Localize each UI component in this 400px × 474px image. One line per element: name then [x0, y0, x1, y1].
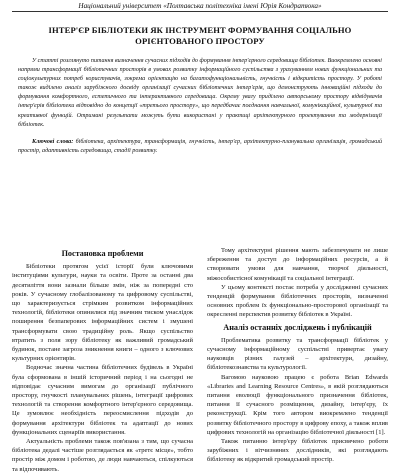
body-paragraph: Водночас значна частина бібліотечних будівель в Україні була сформована в іншій історичний період і на сьогодні не відповідає сучасним вимогам до організації публічного простору, гнучкості планувальних рішень, інтеграції цифрових технологій та створення комфортного інтер'єрного середовища. Це зумовлює необхідність переосмислення підходів до формування архітектури бібліотек та адаптації до нових функціональних сценаріїв використання. [12, 364, 193, 436]
header-rule [12, 11, 388, 12]
keywords-label: Ключові слова: [32, 138, 74, 145]
body-paragraph: У цьому контексті постає потреба у дослідженні сучасних тенденцій формування бібліотечних просторів, визначенні основних проблем їх функціонально-просторової організації та окресленні перспектив розвитку бібліотек в Україні. [207, 283, 388, 319]
left-column [12, 246, 193, 473]
paper-title: ІНТЕР'ЄР БІБЛІОТЕКИ ЯК ІНСТРУМЕНТ ФОРМУВАННЯ СОЦІАЛЬНО ОРІЄНТОВАНОГО ПРОСТОРУ [48, 25, 352, 46]
keywords-text: бібліотека, архітектура, трансформація, гнучкість, інтер'єр, архітектурно-планувальна організація, громадський простір, адаптивність середовища, стадії розвитку. [18, 138, 382, 154]
section-title-problem: Постановка проблеми [61, 249, 144, 258]
running-header: Національний університет «Полтавська політехніка імені Юрія Кондратюка» [78, 2, 322, 10]
body-paragraph: Актуальність проблеми також пов'язана з тим, що сучасна бібліотека дедалі частіше розглядається як «третє місце», тобто простір між домом і роботою, де люди навчаються, спілкуються та відпочивають. [12, 438, 193, 473]
body-columns [12, 246, 388, 473]
section-title-review: Аналіз останніх досліджень і публікацій [223, 322, 372, 332]
body-paragraph: Вагомою науковою працею є робота Brian Edwards «Libraries and Learning Resource Centres», в якій розглядаються питання еволюції функціонального призначення бібліотек, питання її сучасного розміщення, дизайну, інтер'єру, їх реконструкції. Крім того автором виокремлено тенденції розвитку бібліотечного простору в цифрову епоху, а також вплив цифрових технологій на організацію бібліотечної діяльності [1]. [207, 373, 388, 436]
body-paragraph: Також питанню інтер'єру бібліотек присвячено роботи зарубіжних і вітчизняних дослідників, які розглядають бібліотеку як відкритий громадський простір. [207, 438, 388, 464]
right-column [207, 246, 388, 464]
body-paragraph: Проблематика розвитку та трансформації бібліотек у сучасному інформаційному суспільстві привертає увагу науковців різних галузей – архітектури, дизайну, бібліотекознавства та культурології. [207, 336, 388, 372]
abstract: У статті розглянуто питання визначення сучасних підходів до формування інтер'єрного середовища бібліотек. Виокремлено основні напрями трансформації бібліотечних просторів в умовах розвитку інформаційного суспільства з урахуванням нових функціональних та соціокультурних потреб користувачів, зокрема орієнтацію на багатофункціональність, гнучкість і відкритість простору. У роботі також виділено аналіз зарубіжного досвіду організації сучасних бібліотечних інтер'єрів, що демонструють інноваційні підходи до формування комфортного, естетичного та інтерактивного середовища. Окрему увагу приділено авторському простору відвідувачів інтер'єрів бібліотеки відповідно до концепції «третього простору», що передбачає поєднання навчальної, комунікаційної, культурної та креативної функцій. Отримані результати можуть бути використані у практиці архітектурного проектування та модернізації бібліотек. [18, 58, 382, 128]
body-paragraph: Бібліотеки протягом усієї історії були ключовими інституціями культури, науки та освіти. Проте за останні два десятиліття вони зазнали більше змін, ніж за попередні сто років. У сучасному глобалізованому та цифровому суспільстві, що характеризується стрімким розвитком інформаційних технологій, бібліотеки опинилися під значним тиском унаслідок поширення безпаперових інформаційних систем і змушені трансформувати свою традиційну роль. Якщо суспільство втратить з поля зору бібліотеку як важливий громадський будинок, постане загроза зникнення книги – одного з ключових культурних орієнтирів. [12, 263, 193, 363]
keywords [18, 138, 382, 156]
body-paragraph: Тому архітектурні рішення мають забезпечувати не лише збереження та доступ до інформаційних ресурсів, а й створювати умови для навчання, творчої діяльності, міжособистісної комунікації та соціальної інтеграції. [207, 247, 388, 282]
